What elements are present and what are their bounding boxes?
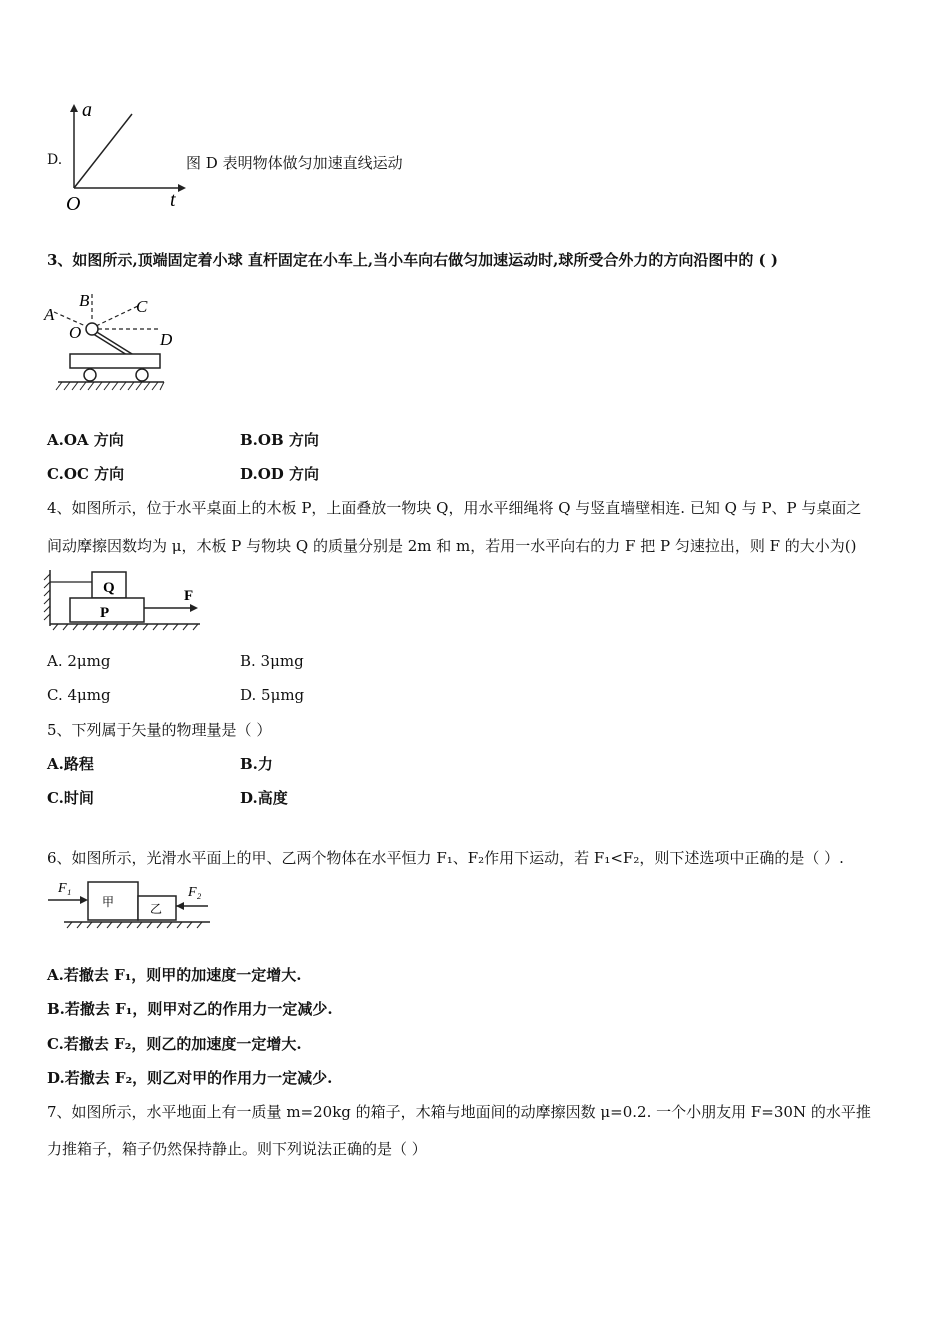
cart-wheel-left bbox=[84, 369, 96, 381]
q5-option-c: C.时间 bbox=[47, 789, 94, 807]
q5-stem: 5、下列属于矢量的物理量是（ ） bbox=[47, 721, 272, 739]
q4-stem-line2: 间动摩擦因数均为 μ，木板 P 与物块 Q 的质量分别是 2m 和 m，若用一水平向右的力 F 把 P 匀速拉出，则 F 的大小为() bbox=[47, 537, 857, 555]
q3-cart-figure bbox=[40, 286, 180, 398]
q4-option-a: A. 2μmg bbox=[47, 652, 111, 670]
q7-stem-line1: 7、如图所示，水平地面上有一质量 m=20kg 的箱子，木箱与地面间的动摩擦因数 μ=0.2. 一个小朋友用 F=30N 的水平推 bbox=[47, 1103, 871, 1121]
label-a: A bbox=[44, 305, 55, 324]
t-axis-label: t bbox=[170, 189, 176, 211]
label-d: D bbox=[160, 330, 173, 349]
q4-option-c: C. 4μmg bbox=[47, 686, 111, 704]
label-jia: 甲 bbox=[102, 895, 115, 909]
ball bbox=[86, 323, 98, 335]
q4-option-d: D. 5μmg bbox=[240, 686, 305, 704]
q3-option-b: B.OB 方向 bbox=[240, 431, 319, 449]
q4-board-figure bbox=[40, 566, 210, 634]
a-t-graph bbox=[60, 98, 190, 216]
a-axis-label: a bbox=[82, 99, 92, 121]
label-o: O bbox=[69, 323, 82, 342]
label-f2: F₂ bbox=[188, 885, 202, 900]
label-yi: 乙 bbox=[150, 902, 163, 916]
ground-hatch bbox=[56, 382, 164, 390]
label-c: C bbox=[136, 297, 148, 316]
q4-stem-line1: 4、如图所示，位于水平桌面上的木板 P，上面叠放一物块 Q，用水平细绳将 Q 与竖直墙壁相连. 已知 Q 与 P、P 与桌面之 bbox=[47, 499, 862, 517]
q6-option-c: C.若撤去 F₂，则乙的加速度一定增大. bbox=[47, 1035, 302, 1053]
label-q: Q bbox=[103, 580, 115, 596]
q6-stem: 6、如图所示，光滑水平面上的甲、乙两个物体在水平恒力 F₁、F₂作用下运动，若 F₁<F₂，则下述选项中正确的是（ ）. bbox=[47, 849, 844, 867]
q4-option-b: B. 3μmg bbox=[240, 652, 304, 670]
graph-line bbox=[74, 114, 132, 188]
oc-dashed bbox=[96, 306, 138, 326]
cart-wheel-right bbox=[136, 369, 148, 381]
wall-hatch bbox=[44, 574, 50, 620]
surface-hatch bbox=[67, 922, 202, 928]
a-axis-arrow bbox=[70, 104, 78, 112]
q6-blocks-figure bbox=[40, 872, 215, 934]
q3-option-c: C.OC 方向 bbox=[47, 465, 125, 483]
label-p: P bbox=[100, 605, 110, 621]
q6-option-b: B.若撤去 F₁，则甲对乙的作用力一定减少. bbox=[47, 1000, 333, 1018]
q5-option-d: D.高度 bbox=[240, 789, 288, 807]
q6-option-a: A.若撤去 F₁，则甲的加速度一定增大. bbox=[47, 966, 302, 984]
table-hatch bbox=[53, 624, 198, 630]
origin-label: O bbox=[66, 193, 81, 215]
q7-stem-line2: 力推箱子，箱子仍然保持静止。则下列说法正确的是（ ） bbox=[47, 1140, 427, 1158]
q3-option-d: D.OD 方向 bbox=[240, 465, 319, 483]
q3-stem: 3、如图所示,顶端固定着小球 直杆固定在小车上,当小车向右做匀加速运动时,球所受合外力的方向沿图中的 ( ) bbox=[47, 251, 778, 269]
q6-option-d: D.若撤去 F₂，则乙对甲的作用力一定减少. bbox=[47, 1069, 333, 1087]
t-axis-arrow bbox=[178, 184, 186, 192]
option-d-label: D. bbox=[47, 152, 63, 168]
q5-option-a: A.路程 bbox=[47, 755, 94, 773]
label-f: F bbox=[184, 588, 194, 604]
q5-option-b: B.力 bbox=[240, 755, 273, 773]
cart-body bbox=[70, 354, 160, 368]
label-f1: F₁ bbox=[58, 881, 72, 896]
q3-option-a: A.OA 方向 bbox=[47, 431, 124, 449]
option-d-caption: 图 D 表明物体做匀加速直线运动 bbox=[186, 154, 403, 172]
label-b: B bbox=[79, 291, 90, 310]
